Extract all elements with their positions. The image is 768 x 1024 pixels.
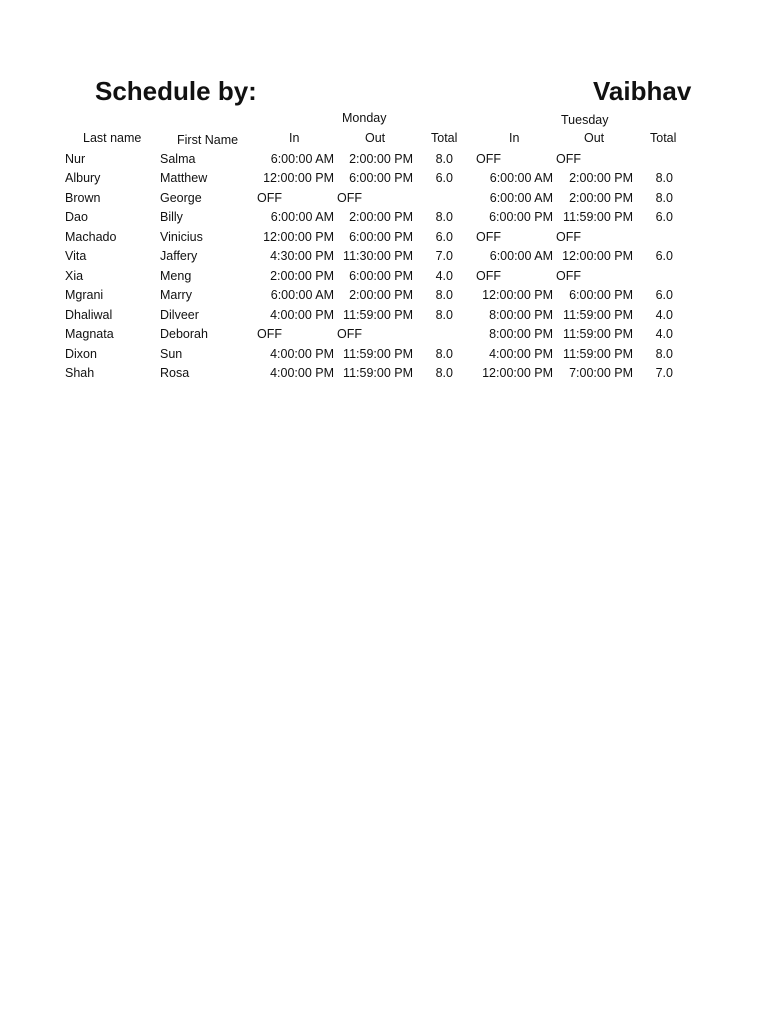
last-name-cell: Nur (65, 152, 86, 166)
last-name-cell: Dixon (65, 347, 97, 361)
first-name-cell: Dilveer (160, 308, 199, 322)
monday-out-cell: 2:00:00 PM (349, 288, 413, 302)
first-name-cell: George (160, 191, 202, 205)
column-header-monday-total: Total (431, 131, 458, 145)
first-name-cell: Deborah (160, 327, 208, 341)
tuesday-in-cell: 12:00:00 PM (482, 288, 553, 302)
table-row (0, 152, 768, 171)
table-row (0, 269, 768, 288)
monday-total-cell: 8.0 (435, 288, 453, 302)
column-header-monday-out: Out (365, 131, 386, 145)
tuesday-total-cell: 8.0 (655, 171, 673, 185)
monday-in-cell: 6:00:00 AM (270, 288, 334, 302)
tuesday-out-cell: 11:59:00 PM (563, 347, 633, 361)
tuesday-out-cell: 2:00:00 PM (569, 191, 633, 205)
last-name-cell: Vita (65, 249, 87, 263)
monday-out-cell: 11:59:00 PM (343, 366, 413, 380)
tuesday-in-cell: 4:00:00 PM (489, 347, 553, 361)
tuesday-in-cell: 6:00:00 AM (489, 171, 553, 185)
tuesday-in-cell: 6:00:00 AM (489, 249, 553, 263)
table-row (0, 230, 768, 249)
last-name-cell: Dhaliwal (65, 308, 113, 322)
tuesday-total-cell: 4.0 (655, 308, 673, 322)
monday-in-cell: 6:00:00 AM (270, 210, 334, 224)
monday-total-cell: 7.0 (435, 249, 453, 263)
monday-in-cell: 4:00:00 PM (270, 366, 334, 380)
monday-total-cell: 8.0 (435, 308, 453, 322)
day-header-tuesday: Tuesday (561, 113, 609, 127)
last-name-cell: Xia (65, 269, 84, 283)
monday-in-cell: 4:00:00 PM (270, 308, 334, 322)
table-row (0, 366, 768, 385)
last-name-cell: Dao (65, 210, 88, 224)
table-row (0, 308, 768, 327)
first-name-cell: Matthew (160, 171, 208, 185)
monday-total-cell: 6.0 (435, 171, 453, 185)
first-name-cell: Jaffery (160, 249, 198, 263)
monday-total-cell: 8.0 (435, 347, 453, 361)
tuesday-in-cell: OFF (476, 230, 501, 244)
tuesday-out-cell: 11:59:00 PM (563, 308, 633, 322)
tuesday-in-cell: 12:00:00 PM (482, 366, 553, 380)
monday-in-cell: 12:00:00 PM (263, 230, 334, 244)
monday-total-cell: 4.0 (435, 269, 453, 283)
monday-out-cell: 6:00:00 PM (349, 171, 413, 185)
first-name-cell: Salma (160, 152, 196, 166)
tuesday-in-cell: 8:00:00 PM (489, 327, 553, 341)
last-name-cell: Machado (65, 230, 117, 244)
first-name-cell: Billy (160, 210, 183, 224)
table-row (0, 327, 768, 346)
tuesday-total-cell: 6.0 (655, 288, 673, 302)
tuesday-total-cell: 8.0 (655, 191, 673, 205)
monday-in-cell: 4:00:00 PM (270, 347, 334, 361)
first-name-cell: Sun (160, 347, 183, 361)
last-name-cell: Shah (65, 366, 95, 380)
monday-out-cell: 2:00:00 PM (349, 152, 413, 166)
tuesday-out-cell: OFF (556, 269, 581, 283)
column-header-monday-in: In (289, 131, 300, 145)
table-row (0, 347, 768, 366)
day-header-monday: Monday (342, 111, 387, 125)
monday-out-cell: 11:59:00 PM (343, 347, 413, 361)
monday-total-cell: 8.0 (435, 366, 453, 380)
tuesday-total-cell: 7.0 (655, 366, 673, 380)
monday-in-cell: 2:00:00 PM (270, 269, 334, 283)
column-header-tuesday-total: Total (650, 131, 677, 145)
first-name-cell: Marry (160, 288, 192, 302)
last-name-cell: Brown (65, 191, 101, 205)
first-name-cell: Meng (160, 269, 192, 283)
tuesday-out-cell: 12:00:00 PM (562, 249, 633, 263)
first-name-cell: Rosa (160, 366, 190, 380)
tuesday-out-cell: OFF (556, 152, 581, 166)
tuesday-total-cell: 6.0 (655, 210, 673, 224)
table-row (0, 288, 768, 307)
tuesday-in-cell: 6:00:00 PM (489, 210, 553, 224)
monday-out-cell: OFF (337, 191, 362, 205)
schedule-title-label: Schedule by: (95, 76, 257, 106)
monday-out-cell: 11:59:00 PM (343, 308, 413, 322)
monday-total-cell: 8.0 (435, 152, 453, 166)
monday-in-cell: OFF (257, 191, 282, 205)
tuesday-out-cell: 2:00:00 PM (569, 171, 633, 185)
tuesday-out-cell: 7:00:00 PM (569, 366, 633, 380)
tuesday-out-cell: 11:59:00 PM (563, 210, 633, 224)
tuesday-in-cell: 6:00:00 AM (489, 191, 553, 205)
monday-in-cell: 12:00:00 PM (263, 171, 334, 185)
monday-in-cell: 4:30:00 PM (270, 249, 334, 263)
tuesday-in-cell: OFF (476, 269, 501, 283)
schedule-owner-name: Vaibhav (593, 76, 692, 106)
monday-in-cell: 6:00:00 AM (270, 152, 334, 166)
monday-total-cell: 6.0 (435, 230, 453, 244)
table-row (0, 171, 768, 190)
column-header-last-name: Last name (83, 131, 142, 145)
monday-out-cell: 6:00:00 PM (349, 230, 413, 244)
monday-out-cell: 6:00:00 PM (349, 269, 413, 283)
last-name-cell: Albury (65, 171, 101, 185)
tuesday-in-cell: OFF (476, 152, 501, 166)
tuesday-out-cell: OFF (556, 230, 581, 244)
last-name-cell: Mgrani (65, 288, 104, 302)
tuesday-out-cell: 6:00:00 PM (569, 288, 633, 302)
table-row (0, 210, 768, 229)
tuesday-out-cell: 11:59:00 PM (563, 327, 633, 341)
tuesday-total-cell: 8.0 (655, 347, 673, 361)
column-header-tuesday-in: In (509, 131, 520, 145)
table-row (0, 191, 768, 210)
monday-total-cell: 8.0 (435, 210, 453, 224)
column-header-first-name: First Name (177, 133, 239, 147)
first-name-cell: Vinicius (160, 230, 203, 244)
monday-in-cell: OFF (257, 327, 282, 341)
last-name-cell: Magnata (65, 327, 114, 341)
tuesday-in-cell: 8:00:00 PM (489, 308, 553, 322)
table-row (0, 249, 768, 268)
tuesday-total-cell: 6.0 (655, 249, 673, 263)
column-header-tuesday-out: Out (584, 131, 605, 145)
monday-out-cell: 2:00:00 PM (349, 210, 413, 224)
tuesday-total-cell: 4.0 (655, 327, 673, 341)
monday-out-cell: OFF (337, 327, 362, 341)
monday-out-cell: 11:30:00 PM (343, 249, 413, 263)
